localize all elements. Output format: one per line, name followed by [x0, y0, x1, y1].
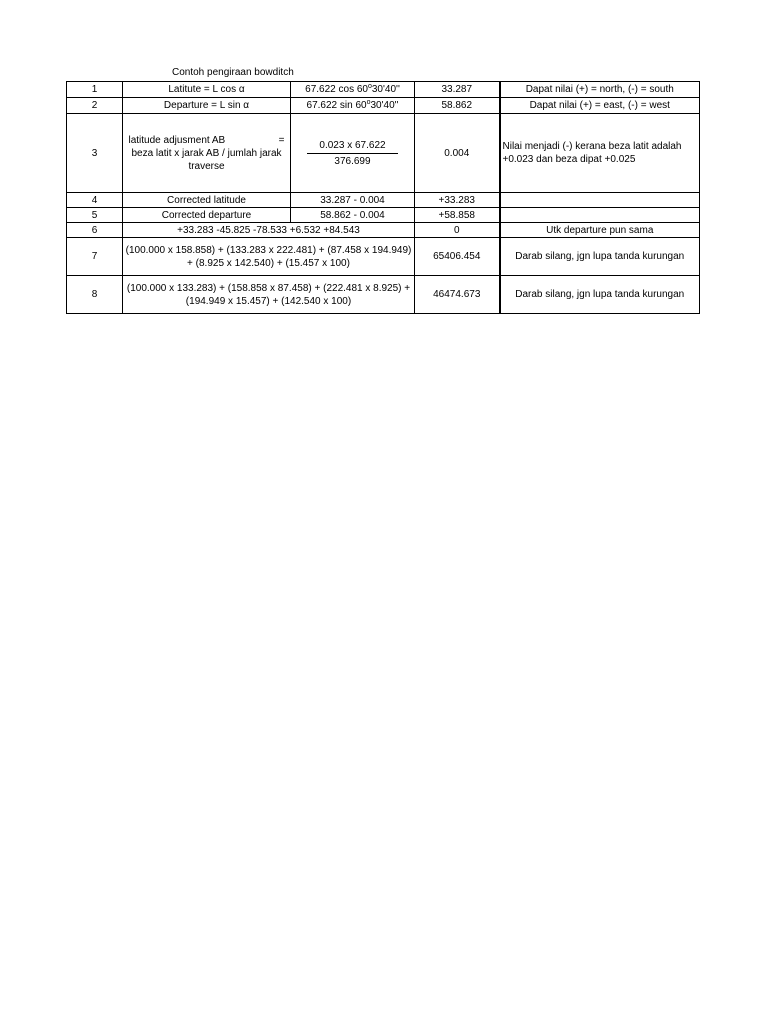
formula-cell[interactable]: (100.000 x 158.858) + (133.283 x 222.481) + (87.458 x 194.949) + (8.925 x 142.540) + (15.457 x 100) [123, 238, 415, 276]
note-cell[interactable]: Darab silang, jgn lupa tanda kurungan [500, 238, 700, 276]
note-cell[interactable]: Utk departure pun sama [500, 223, 700, 238]
formula-cell[interactable] [123, 114, 291, 193]
formula-cell[interactable]: +33.283 -45.825 -78.533 +6.532 +84.543 [123, 223, 415, 238]
table-row [67, 223, 700, 238]
fraction [307, 139, 397, 168]
table-row [67, 238, 700, 276]
row-number[interactable]: 3 [67, 114, 123, 193]
note-cell[interactable] [500, 193, 700, 208]
note-cell[interactable] [500, 208, 700, 223]
result-cell[interactable]: 46474.673 [415, 276, 500, 314]
row-number[interactable]: 5 [67, 208, 123, 223]
row-number[interactable]: 4 [67, 193, 123, 208]
formula-cell[interactable]: Corrected latitude [123, 193, 291, 208]
expression-cell[interactable]: 33.287 - 0.004 [291, 193, 415, 208]
note-cell[interactable]: Dapat nilai (+) = east, (-) = west [500, 98, 700, 114]
table-row [67, 98, 700, 114]
result-cell[interactable]: 58.862 [415, 98, 500, 114]
row-number[interactable]: 8 [67, 276, 123, 314]
fraction-numerator: 0.023 x 67.622 [307, 139, 397, 154]
expression-text: 67.622 cos 60 [305, 84, 368, 95]
formula-cell[interactable]: (100.000 x 133.283) + (158.858 x 87.458) + (222.481 x 8.925) + (194.949 x 15.457) + (142.540 x 100) [123, 276, 415, 314]
formula-cell[interactable]: Latitute = L cos α [123, 82, 291, 98]
row-number[interactable]: 1 [67, 82, 123, 98]
result-cell[interactable]: 33.287 [415, 82, 500, 98]
adjustment-formula [129, 134, 285, 173]
table-row [67, 193, 700, 208]
expression-cell[interactable]: 58.862 - 0.004 [291, 208, 415, 223]
formula-cell[interactable]: Corrected departure [123, 208, 291, 223]
result-cell[interactable]: +58.858 [415, 208, 500, 223]
note-cell[interactable]: Nilai menjadi (-) kerana beza latit adalah +0.023 dan beza dipat +0.025 [500, 114, 700, 193]
expression-cell[interactable] [291, 114, 415, 193]
bowditch-table [66, 81, 700, 314]
row-number[interactable]: 7 [67, 238, 123, 276]
fraction-denominator: 376.699 [334, 155, 371, 167]
note-cell[interactable]: Darab silang, jgn lupa tanda kurungan [500, 276, 700, 314]
table-row [67, 82, 700, 98]
formula-line1: latitude adjusment AB [128, 134, 226, 146]
sheet-title: Contoh pengiraan bowditch [172, 67, 294, 78]
formula-cell[interactable]: Departure = L sin α [123, 98, 291, 114]
expression-text: 67.622 sin 60 [306, 100, 367, 111]
table-row [67, 114, 700, 193]
result-cell[interactable]: +33.283 [415, 193, 500, 208]
degree-sign: o [366, 99, 371, 106]
result-cell[interactable]: 0.004 [415, 114, 500, 193]
formula-line2: beza latit x jarak AB / jumlah jarak traverse [131, 147, 282, 172]
expression-text: 30'40'' [371, 84, 400, 95]
expression-cell[interactable] [291, 82, 415, 98]
degree-sign: o [367, 83, 372, 90]
expression-text: 30'40'' [370, 100, 399, 111]
expression-cell[interactable] [291, 98, 415, 114]
row-number[interactable]: 6 [67, 223, 123, 238]
equals-sign: = [278, 134, 285, 146]
result-cell[interactable]: 65406.454 [415, 238, 500, 276]
row-number[interactable]: 2 [67, 98, 123, 114]
result-cell[interactable]: 0 [415, 223, 500, 238]
table-row [67, 208, 700, 223]
note-cell[interactable]: Dapat nilai (+) = north, (-) = south [500, 82, 700, 98]
table-row [67, 276, 700, 314]
